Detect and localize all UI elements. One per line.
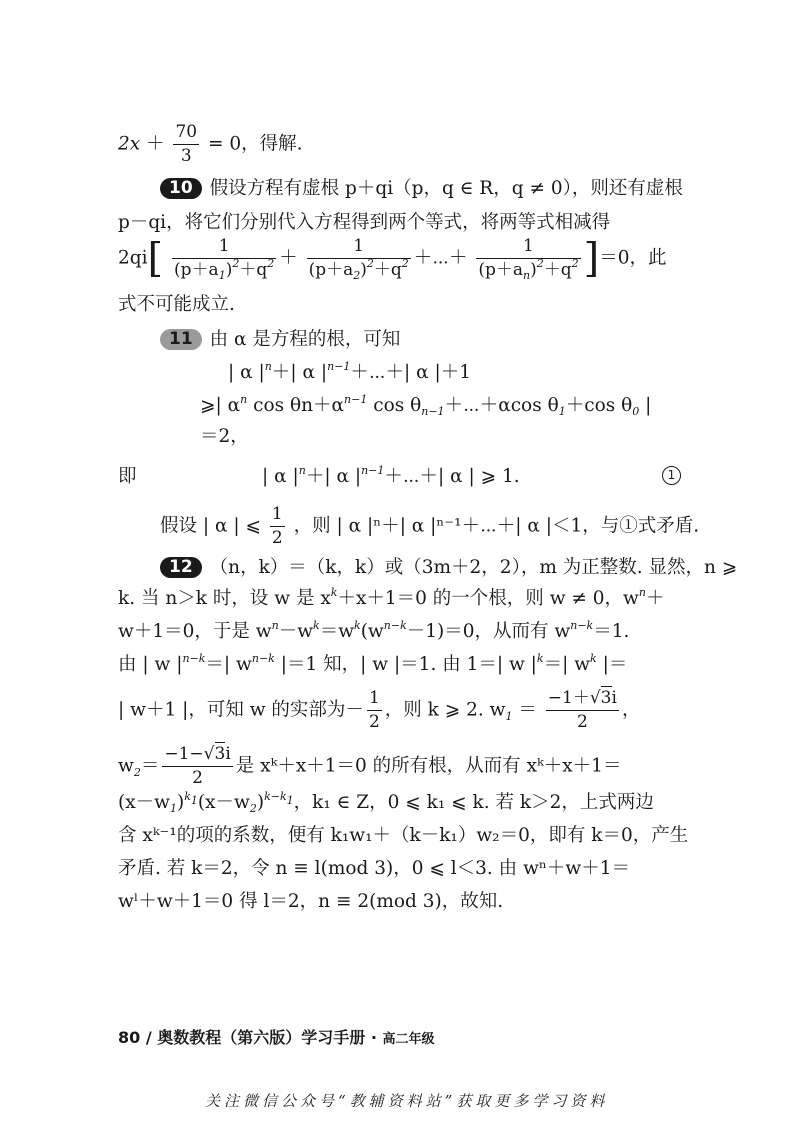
problem-11-suppose: 假设 | α | ⩽ $\frac{1}{2}$ ，则 | α |ⁿ＋| α |ⁿ⁻¹＋⋯＋| α |＜1，与①式矛盾. <box>160 504 700 548</box>
problem-10-line-2: p－qi，将它们分别代入方程得到两个等式，将两等式相减得 <box>118 212 611 233</box>
problem-12-line-5: | w＋1 |，可知 w 的实部为－ $\frac{1}{2}$ ，则 k ⩾ 2. $w_1$ ＝ $\frac{-1+√3i}{2}$ ， <box>118 688 641 732</box>
problem-11-eq-2: ⩾| $\alpha^n$ $\cos \theta n+\alpha^{n-1}$ $\cos \theta_{n-1}+\cdots+\alpha\cos$ $\theta_1+\cos$ $\theta_0$ | <box>200 393 652 418</box>
problem-11-eq-4: | α $|^n+|$ α $|^{n-1}+\cdots+|$ α | ⩾ 1. <box>262 464 520 487</box>
equation-mark-1: 1 <box>662 466 681 486</box>
problem-11-eq-1: | α $|^n+|$ α $|^{n-1}+\cdots+|$ α |＋1 <box>228 360 472 383</box>
page-footer <box>118 1030 435 1046</box>
problem-11-line-1: 11 由 α 是方程的根，可知 <box>160 329 400 350</box>
problem-12-line-2: k. 当 n＞k 时，设 w 是 $x^k+x+1=0$ 的一个根，则 w ≠ 0，$w^n+$ <box>118 586 665 609</box>
problem-12-line-4: 由 | w $|^{n-k}=|$ $w^{n-k}$ |＝1 知，| w |＝1. 由 1＝| w $|^k=|$ $w^k$ |＝ <box>118 652 628 675</box>
line-1: 2x ＋ $\frac{70}{3}$ = 0，得解. <box>118 122 303 166</box>
problem-10-line-1: 10 假设方程有虚根 p＋qi（p，q ∈ R，q ≠ 0），则还有虚根 <box>160 178 683 199</box>
problem-10-line-4: 式不可能成立. <box>118 294 235 315</box>
problem-12-line-6: $w_2=$ $\frac{-1-√3i}{2}$ 是 xᵏ＋x＋1＝0 的所有根，从而有 xᵏ＋x＋1＝ <box>118 744 622 788</box>
problem-badge-12: 12 <box>160 557 202 578</box>
page-number: 80 <box>118 1028 141 1047</box>
problem-12-line-3: w＋1＝0，于是 $w^n-w^k=w^k(w^{n-k}-1)=0$，从而有 $w^{n-k}=1$. <box>118 619 630 642</box>
problem-12-line-10: wˡ＋w＋1＝0 得 l＝2，n ≡ 2(mod 3)，故知. <box>118 891 504 912</box>
book-title: / 奥数教程（第六版）学习手册 · <box>145 1028 377 1047</box>
problem-12-line-1: 12 （n，k）＝（k，k）或（3m＋2，2），m 为正整数. 显然，n ⩾ <box>160 557 737 578</box>
problem-badge-10: 10 <box>160 178 202 199</box>
problem-11-eq-3: ＝2， <box>200 426 249 447</box>
grade-label: 高二年级 <box>382 1032 435 1047</box>
problem-10-equation: 2qi[ $\frac{1}{(p+a_1)^2+q^2}$ ＋ $\frac{1}{(p+a_2)^2+q^2}$ ＋⋯＋ $\frac{1}{(p+a_n)^2+q^2}$ ]＝0，此 <box>118 235 667 282</box>
fraction-70-3: $\frac{70}{3}$ <box>175 122 198 166</box>
problem-11-ji: 即 <box>118 466 137 487</box>
problem-badge-11: 11 <box>160 329 202 350</box>
problem-12-line-9: 矛盾. 若 k＝2，令 n ≡ l(mod 3)，0 ⩽ l＜3. 由 wⁿ＋w＋1＝ <box>118 858 631 879</box>
handwritten-note: 关注微信公众号“教辅资料站”获取更多学习资料 <box>205 1092 609 1110</box>
problem-12-line-7: $(x-w_1)^{k_1}(x-w_2)^{k-k_1}$，k₁ ∈ Z，0 ⩽ k₁ ⩽ k. 若 k＞2，上式两边 <box>118 790 654 815</box>
problem-12-line-8: 含 xᵏ⁻¹的项的系数，便有 k₁w₁＋（k－k₁）w₂＝0，即有 k＝0，产生 <box>118 825 689 846</box>
